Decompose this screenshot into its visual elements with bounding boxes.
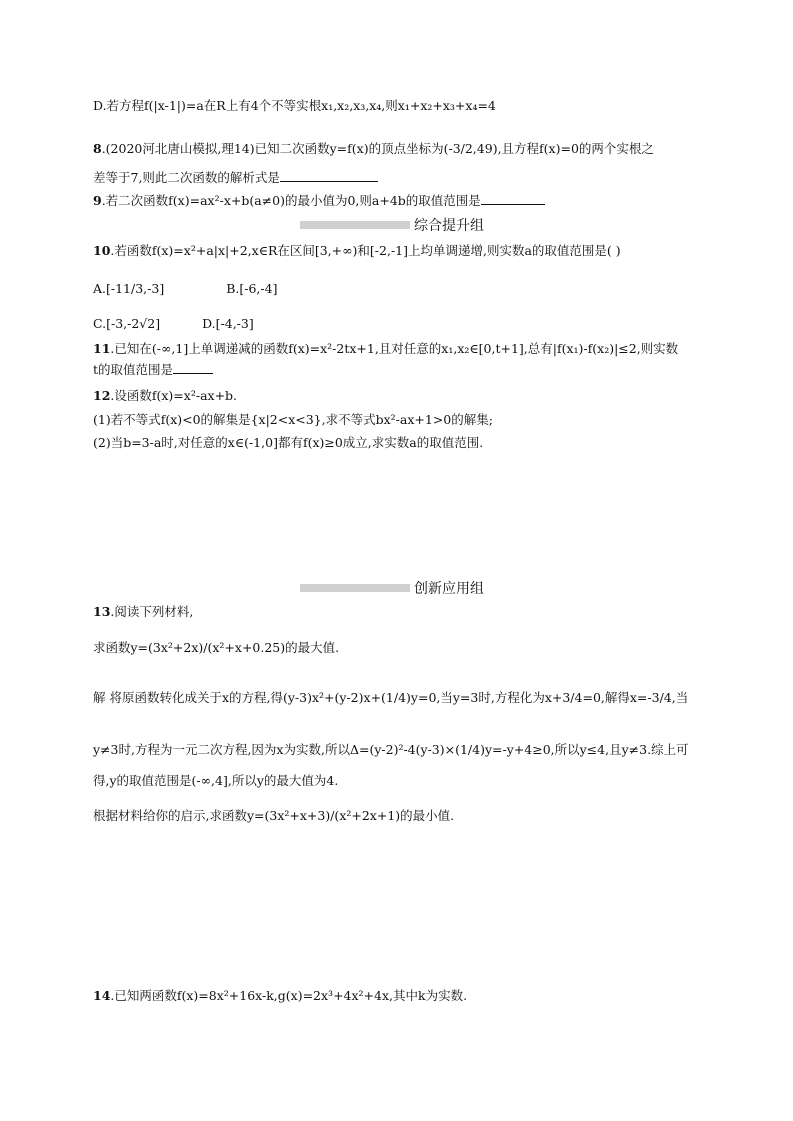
question-part-text: (1)若不等式f(x)<0的解集是{x|2<x<3},求不等式bx²-ax+1>0的解集; (93, 412, 493, 427)
answer-blank[interactable] (280, 170, 378, 182)
question-12-part2 (93, 435, 483, 451)
option-d: D.[-4,-3] (202, 316, 254, 331)
question-number: 12 (93, 388, 111, 403)
section-bar (300, 221, 410, 229)
section-header-comprehensive (300, 215, 484, 233)
question-text: 求函数y=(3x²+2x)/(x²+x+0.25)的最大值. (93, 640, 340, 655)
solution-text: 得,y的取值范围是(-∞,4],所以y的最大值为4. (93, 773, 339, 788)
question-number: 8 (93, 141, 102, 156)
question-text: t的取值范围是 (93, 362, 174, 377)
question-13-solution-2 (93, 742, 689, 758)
question-13-line (93, 604, 193, 620)
question-11-line1 (93, 341, 678, 357)
question-9-line (93, 193, 545, 209)
question-12-line (93, 388, 237, 404)
question-number: 10 (93, 243, 111, 258)
option-c: C.[-3,-2√2] (93, 316, 161, 331)
option-d-line (93, 98, 496, 114)
question-text: .若二次函数f(x)=ax²-x+b(a≠0)的最小值为0,则a+4b的取值范围是 (101, 193, 481, 208)
option-a: A.[-11/3,-3] (93, 281, 165, 296)
section-header-innovation (300, 578, 484, 596)
question-12-part1 (93, 412, 493, 428)
answer-blank[interactable] (481, 193, 545, 205)
question-text: .(2020河北唐山模拟,理14)已知二次函数y=f(x)的顶点坐标为 (101, 141, 444, 156)
question-text: .已知在(-∞,1]上单调递减的函数f(x)=x²-2tx+1,且对任意的x₁,x₂∈[0,t+1],总有|f(x₁)-f(x₂)|≤2,则实数 (110, 341, 679, 356)
question-text: .设函数f(x)=x²-ax+b. (110, 388, 238, 403)
question-text: ,且方程f(x)=0的两个实根之 (497, 141, 654, 156)
question-13-solution-1 (93, 690, 688, 706)
question-text: .阅读下列材料, (110, 604, 194, 619)
question-text: 差等于7,则此二次函数的解析式是 (93, 170, 280, 185)
question-number: 11 (93, 341, 111, 356)
answer-blank[interactable] (173, 362, 213, 374)
section-title: 创新应用组 (414, 581, 484, 597)
question-number: 9 (93, 193, 102, 208)
question-10-options-cd (93, 316, 254, 332)
section-title: 综合提升组 (414, 218, 484, 234)
question-8-line1 (93, 141, 654, 157)
question-text: 根据材料给你的启示,求函数y=(3x²+x+3)/(x²+2x+1)的最小值. (93, 808, 455, 823)
question-part-text: (2)当b=3-a时,对任意的x∈(-1,0]都有f(x)≥0成立,求实数a的取值范围. (93, 435, 484, 450)
question-13-solution-3 (93, 773, 338, 789)
question-13-ask (93, 808, 454, 824)
section-bar (300, 584, 410, 592)
question-number: 14 (93, 988, 111, 1003)
question-number: 13 (93, 604, 111, 619)
question-10-options-ab (93, 281, 277, 297)
option-d-text: D.若方程f(|x-1|)=a在R上有4个不等实根x₁,x₂,x₃,x₄,则x₁+x₂+x₃+x₄=4 (93, 98, 496, 113)
question-10-line (93, 243, 621, 259)
question-11-line2 (93, 362, 213, 378)
vertex-coordinate: (-3/2,49) (443, 141, 498, 156)
solution-text: y≠3时,方程为一元二次方程,因为x为实数,所以Δ=(y-2)²-4(y-3)×(1/4)y=-y+4≥0,所以y≤4,且y≠3.综上可 (93, 742, 689, 757)
question-text: .若函数f(x)=x²+a|x|+2,x∈R在区间[3,+∞)和[-2,-1]上均单调递增,则实数a的取值范围是( ) (110, 243, 621, 258)
option-b: B.[-6,-4] (226, 281, 278, 296)
question-8-line2 (93, 170, 378, 186)
question-text: .已知两函数f(x)=8x²+16x-k,g(x)=2x³+4x²+4x,其中k为实数. (110, 988, 468, 1003)
solution-text: 解 将原函数转化成关于x的方程,得(y-3)x²+(y-2)x+(1/4)y=0,当y=3时,方程化为x+3/4=0,解得x=-3/4,当 (93, 690, 689, 705)
question-13-find (93, 640, 339, 656)
question-14-line (93, 988, 467, 1004)
